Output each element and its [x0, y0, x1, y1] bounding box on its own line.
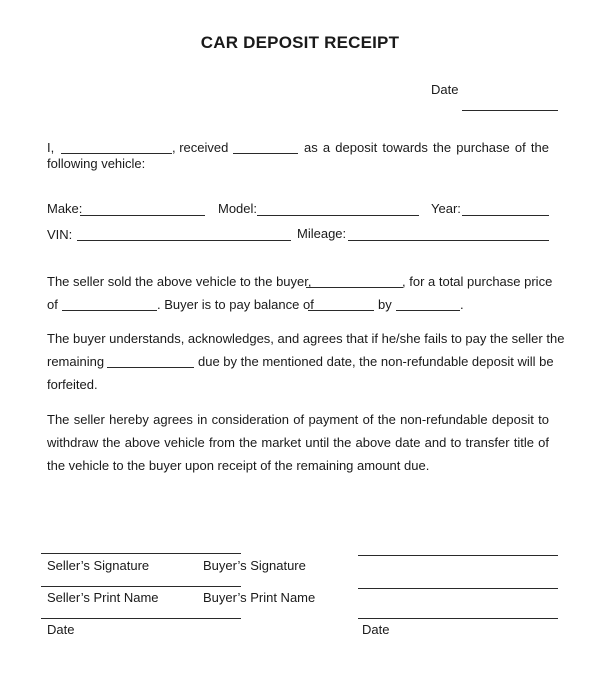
paragraph1-of-label: of — [47, 297, 58, 312]
deposit-amount-field-line[interactable] — [233, 153, 298, 154]
make-field-line[interactable] — [80, 215, 205, 216]
buyer-date-label: Date — [362, 622, 390, 637]
paragraph2-line1: The buyer understands, acknowledges, and agrees that if he/she fails to pay the seller the — [47, 331, 565, 346]
intro-deposit-text: as a deposit towards the purchase of the — [304, 140, 549, 155]
paragraph3-line2: withdraw the above vehicle from the market until the above date and to transfer title of — [47, 435, 549, 450]
paragraph1-line1-start: The seller sold the above vehicle to the buyer, — [47, 274, 312, 289]
year-label: Year: — [431, 201, 461, 216]
mileage-label: Mileage: — [297, 226, 347, 241]
paragraph1-balance-text: . Buyer is to pay balance of — [157, 297, 314, 312]
vin-field-line[interactable] — [77, 240, 291, 241]
paragraph2-line3: forfeited. — [47, 377, 98, 392]
seller-date-label: Date — [47, 622, 75, 637]
model-field-line[interactable] — [257, 215, 419, 216]
buyer-print-name-line[interactable] — [358, 588, 558, 589]
seller-date-line[interactable] — [41, 618, 241, 619]
seller-print-name-label: Seller’s Print Name — [47, 590, 159, 605]
buyer-date-line[interactable] — [358, 618, 558, 619]
date-field-line[interactable] — [462, 110, 558, 111]
name-field-line[interactable] — [61, 153, 172, 154]
intro-i-label: I, — [47, 140, 55, 155]
paragraph2-line2-text: due by the mentioned date, the non-refundable deposit will be — [198, 354, 554, 369]
seller-signature-label: Seller’s Signature — [47, 558, 150, 573]
seller-signature-line[interactable] — [41, 553, 241, 554]
make-label: Make: — [47, 201, 83, 216]
seller-print-name-line[interactable] — [41, 586, 241, 587]
paragraph3-line1: The seller hereby agrees in consideration of payment of the non-refundable deposit to — [47, 412, 549, 427]
paragraph1-period: . — [460, 297, 464, 312]
paragraph1-by-label: by — [378, 297, 392, 312]
vin-label: VIN: — [47, 227, 73, 242]
paragraph3-line3: the vehicle to the buyer upon receipt of the remaining amount due. — [47, 458, 430, 473]
intro-following-text: following vehicle: — [47, 156, 146, 171]
date-label: Date — [431, 82, 459, 97]
document-title: CAR DEPOSIT RECEIPT — [200, 33, 400, 52]
year-field-line[interactable] — [462, 215, 549, 216]
model-label: Model: — [218, 201, 258, 216]
paragraph2-remaining-label: remaining — [47, 354, 105, 369]
balance-date-field-line[interactable] — [396, 310, 460, 311]
intro-received-label: , received — [172, 140, 229, 155]
paragraph1-line1-end: , for a total purchase price — [402, 274, 553, 289]
buyer-name-field-line[interactable] — [306, 287, 403, 288]
buyer-print-name-label: Buyer’s Print Name — [203, 590, 316, 605]
purchase-price-field-line[interactable] — [62, 310, 157, 311]
buyer-signature-label: Buyer’s Signature — [203, 558, 306, 573]
buyer-signature-line[interactable] — [358, 555, 558, 556]
mileage-field-line[interactable] — [348, 240, 549, 241]
balance-amount-field-line[interactable] — [308, 310, 374, 311]
remaining-amount-field-line[interactable] — [107, 367, 194, 368]
